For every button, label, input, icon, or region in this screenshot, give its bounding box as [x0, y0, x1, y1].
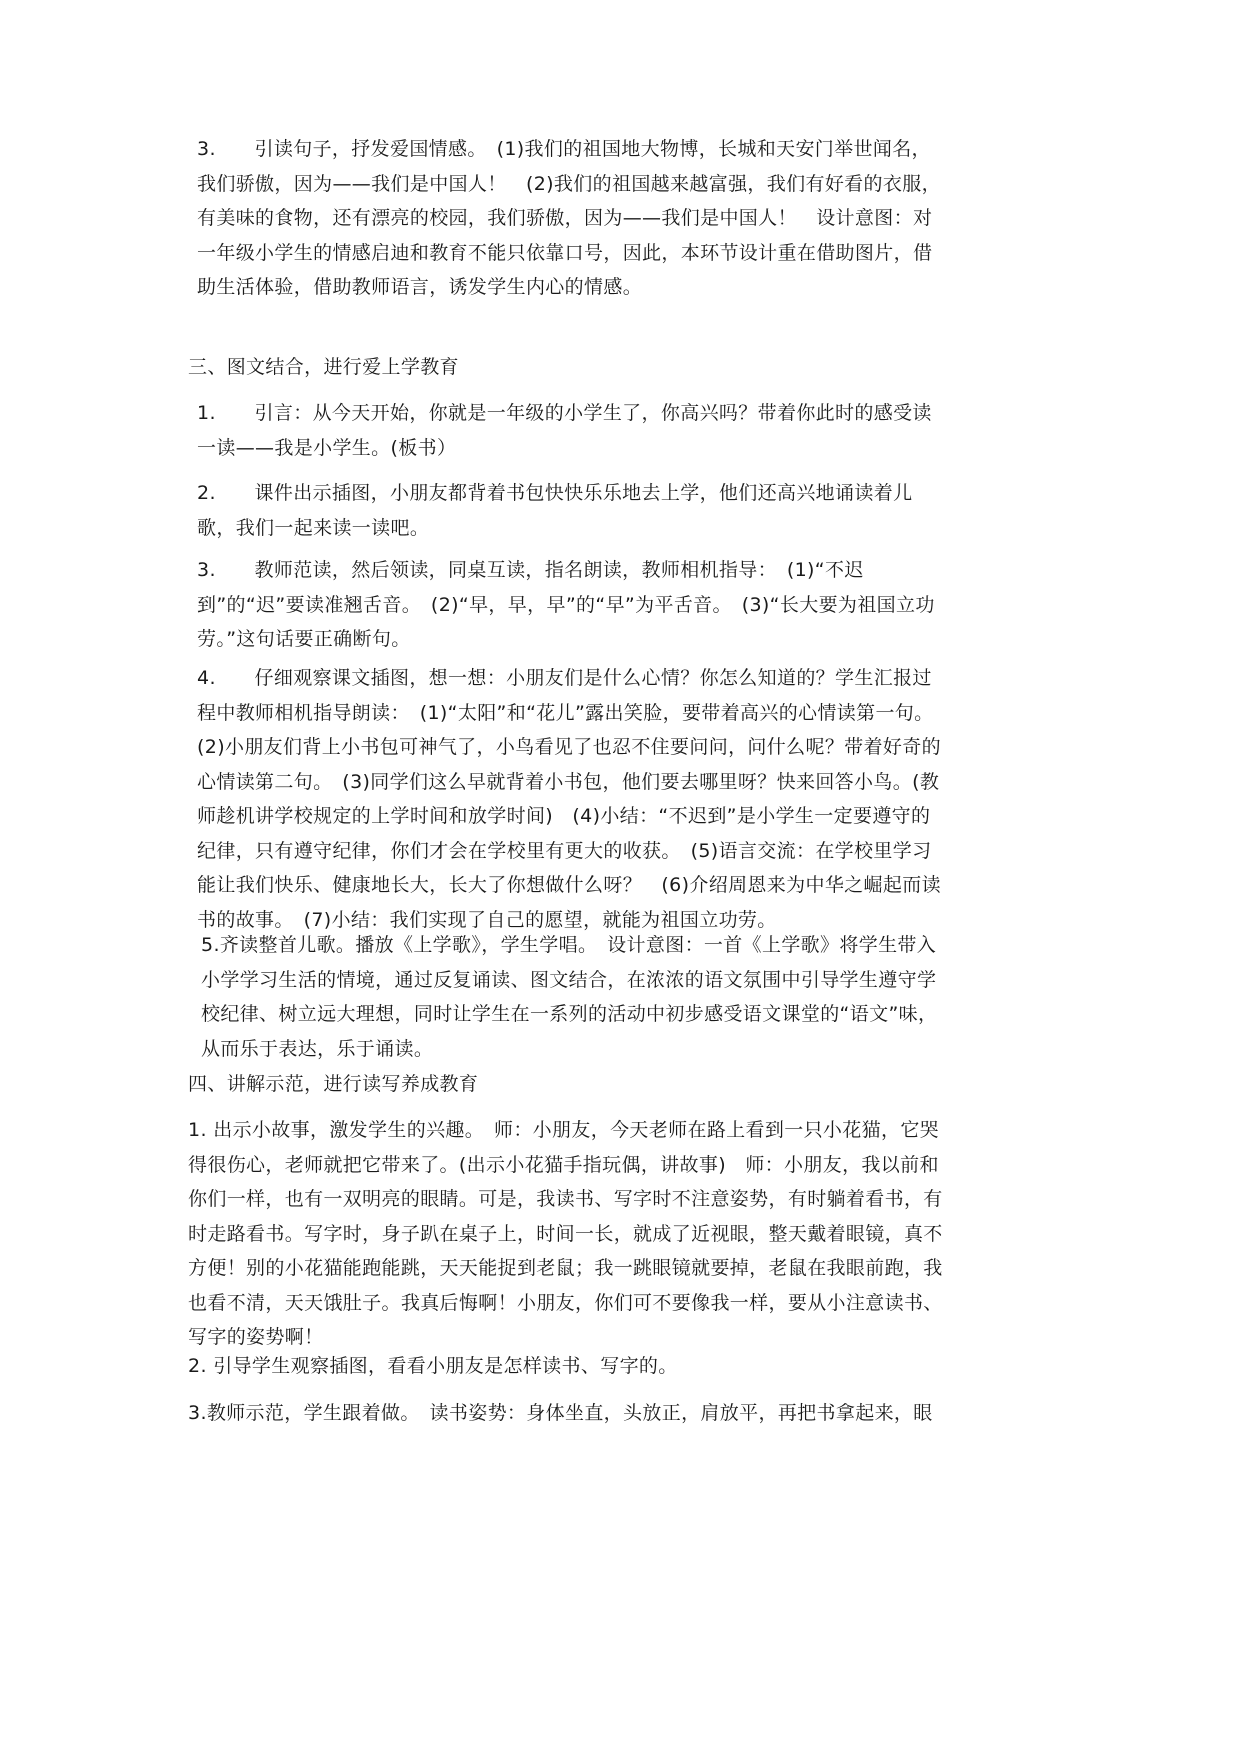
paragraph-little-story: 1. 出示小故事，激发学生的兴趣。 师：小朋友，今天老师在路上看到一只小花猫，它哭得很伤心，老师就把它带来了。(出示小花猫手指玩偶，讲故事) 师：小朋友，我以前和你们一样，也有一双明亮的眼睛。可是，我读书、写字时不注意姿势，有时躺着看书，有时走路看书。写字时，身子趴在桌子上，时间一长，就成了近视眼，整天戴着眼镜，真不方便！别的小花猫能跑能跳，天天能捉到老鼠；我一跳眼镜就要掉，老鼠在我眼前跑，我也看不清，天天饿肚子。我真后悔啊！小朋友，你们可不要像我一样，要从小注意读书、写字的姿势啊！ — [188, 1119, 943, 1348]
paragraph-observe-illustration: 4. 仔细观察课文插图，想一想：小朋友们是什么心情？你怎么知道的？学生汇报过程中教师相机指导朗读： (1)“太阳”和“花儿”露出笑脸，要带着高兴的心情读第一句。(2)小朋友们背上小书包可神气了，小鸟看见了也忍不住要问问，问什么呢？带着好奇的心情读第二句。 (3)同学们这么早就背着小书包，他们要去哪里呀？快来回答小鸟。(教师趁机讲学校规定的上学时间和放学时间) (4)小结：“不迟到”是小学生一定要遵守的纪律，只有遵守纪律，你们才会在学校里有更大的收获。 (5)语言交流：在学校里学习能让我们快乐、健康地长大，长大了你想做什么呀？ (6)介绍周恩来为中华之崛起而读书的故事。 (7)小结：我们实现了自己的愿望，就能为祖国立功劳。 — [197, 667, 941, 931]
paragraph-teacher-demo: 3.教师示范，学生跟着做。 读书姿势：身体坐直，头放正，肩放平，再把书拿起来，眼 — [188, 1402, 933, 1424]
paragraph-guide-observe: 2. 引导学生观察插图，看看小朋友是怎样读书、写字的。 — [188, 1355, 678, 1377]
paragraph-patriotic-reading: 3. 引读句子，抒发爱国情感。 (1)我们的祖国地大物博，长城和天安门举世闻名，我们骄傲，因为——我们是中国人！ (2)我们的祖国越来越富强，我们有好看的衣服，有美味的食物，还有漂亮的校园，我们骄傲，因为——我们是中国人！ 设计意图：对一年级小学生的情感启迪和教育不能只依靠口号，因此，本环节设计重在借助图片，借助生活体验，借助教师语言，诱发学生内心的情感。 — [197, 138, 941, 298]
paragraph-courseware-illustration: 2. 课件出示插图，小朋友都背着书包快快乐乐地去上学，他们还高兴地诵读着儿歌，我们一起来读一读吧。 — [197, 482, 913, 539]
section-heading-four: 四、讲解示范，进行读写养成教育 — [188, 1073, 479, 1095]
paragraph-teacher-reading: 3. 教师范读，然后领读，同桌互读，指名朗读，教师相机指导： (1)“不迟到”的“迟”要读准翘舌音。 (2)“早，早，早”的“早”为平舌音。 (3)“长大要为祖国立功劳。”这句话要正确断句。 — [197, 559, 935, 650]
paragraph-introduction: 1. 引言：从今天开始，你就是一年级的小学生了，你高兴吗？带着你此时的感受读一读——我是小学生。(板书） — [197, 402, 932, 459]
section-heading-three: 三、图文结合，进行爱上学教育 — [188, 356, 459, 378]
paragraph-read-whole-song: 5.齐读整首儿歌。播放《上学歌》，学生学唱。 设计意图：一首《上学歌》将学生带入小学学习生活的情境，通过反复诵读、图文结合，在浓浓的语文氛围中引导学生遵守学校纪律、树立远大理想，同时让学生在一系列的活动中初步感受语文课堂的“语文”味，从而乐于表达，乐于诵读。 — [201, 934, 938, 1060]
